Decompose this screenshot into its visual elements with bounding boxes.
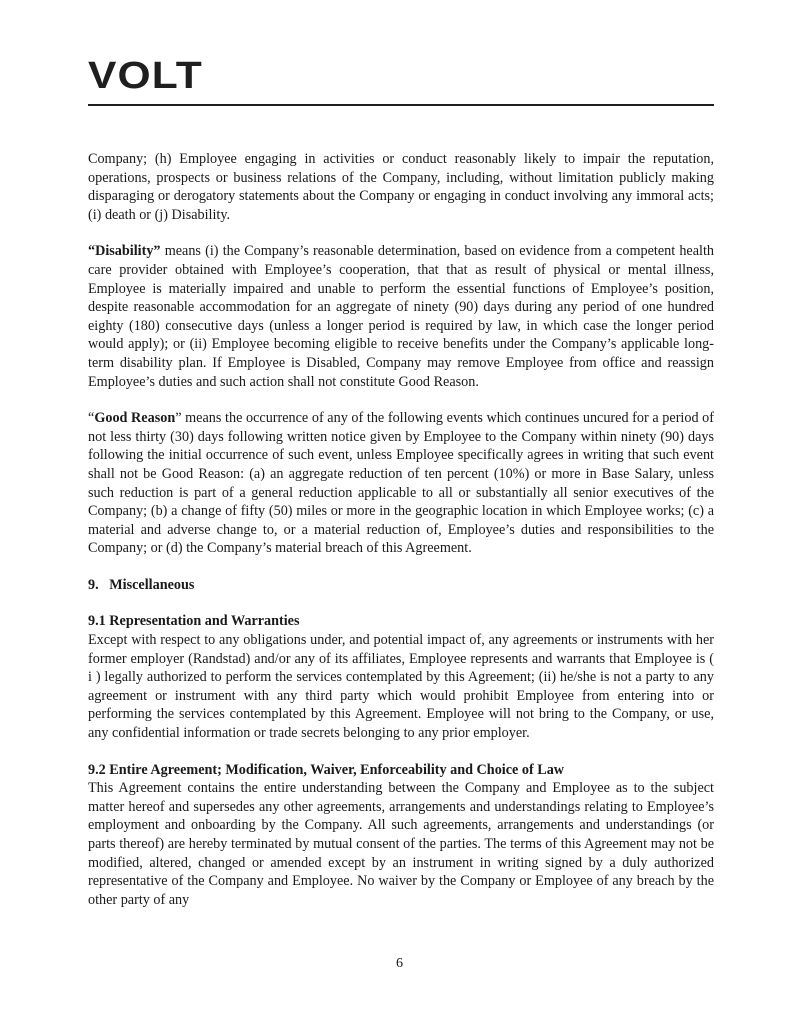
subsection-text-9-2: This Agreement contains the entire understanding between the Company and Employee as to the subject matter hereof and supersedes any other agreements, arrangements and understandings relating to Employee’s employment and onboarding by the Company. All such agreements, arrangements and understandings (or parts thereof) are hereby terminated by mutual consent of the parties. The terms of this Agreement may not be modified, altered, changed or amended except by an instrument in writing signed by a duly authorized representative of the Company and Employee. No waiver by the Company or Employee of any breach by the other party of any xyxy=(88,780,714,908)
paragraph-continuation: Company; (h) Employee engaging in activities or conduct reasonably likely to impair the reputation, operations, prospects or business relations of the Company, including, without limitation publicly making disparaging or derogatory statements about the Company or engaging in conduct involving any immoral acts; (i) death or (j) Disability. xyxy=(88,151,714,223)
good-reason-definition: ” means the occurrence of any of the following events which continues uncured for a period of not less thirty (30) days following written notice given by Employee to the Company within ninety (90) days following the initial occurrence of such event, unless Employee specifically agrees in writing that such event shall not be Good Reason: (a) an aggregate reduction of ten percent (10%) or more in Base Salary, unless such reduction is part of a general reduction applicable to all or substantially all senior executives of the Company; (b) a change of fifty (50) miles or more in the geographic location in which Employee works; (c) a material and adverse change to, or a material reduction of, Employee’s duties and responsibilities to the Company; or (d) the Company’s material breach of this Agreement. xyxy=(88,410,714,557)
header-rule xyxy=(88,104,714,106)
paragraph-good-reason xyxy=(88,409,714,558)
disability-definition: means (i) the Company’s reasonable determination, based on evidence from a competent health care provider obtained with Employee’s cooperation, that that as result of physical or mental illness, Employee is materially impaired and unable to perform the essential functions of Employee’s position, despite reasonable accommodation for an aggregate of ninety (90) days during any period of one hundred eighty (180) consecutive days (unless a longer period is required by law, in which case the longer period would apply); or (ii) Employee becoming eligible to receive benefits under the Company’s applicable long-term disability plan. If Employee is Disabled, Company may remove Employee from office and reassign Employee’s duties and such action shall not constitute Good Reason. xyxy=(88,243,714,390)
good-reason-open-quote: “ xyxy=(88,410,95,427)
document-body xyxy=(88,150,714,909)
subsection-text-9-1: Except with respect to any obligations under, and potential impact of, any agreements or instruments with her former employer (Randstad) and/or any of its affiliates, Employee represents and warrants that Employee is ( i ) legally authorized to perform the services contemplated by this Agreement; (ii) he/she is not a party to any agreement or instrument with any third party which would prohibit Employee from entering into or performing the services contemplated by this Agreement. Employee will not bring to the Company, or use, any confidential information or trade secrets belonging to any prior employer. xyxy=(88,632,714,742)
good-reason-term: Good Reason xyxy=(94,410,176,427)
subsection-heading-9-2: 9.2 Entire Agreement; Modification, Waiver, Enforceability and Choice of Law xyxy=(88,761,565,778)
paragraph-disability xyxy=(88,242,714,391)
page-number: 6 xyxy=(396,956,403,971)
section-heading-miscellaneous: 9. Miscellaneous xyxy=(88,576,195,593)
subsection-heading-9-1: 9.1 Representation and Warranties xyxy=(88,613,300,630)
disability-term: “Disability” xyxy=(88,243,161,260)
volt-logo: VOLT xyxy=(88,55,203,97)
page-header xyxy=(88,56,714,106)
